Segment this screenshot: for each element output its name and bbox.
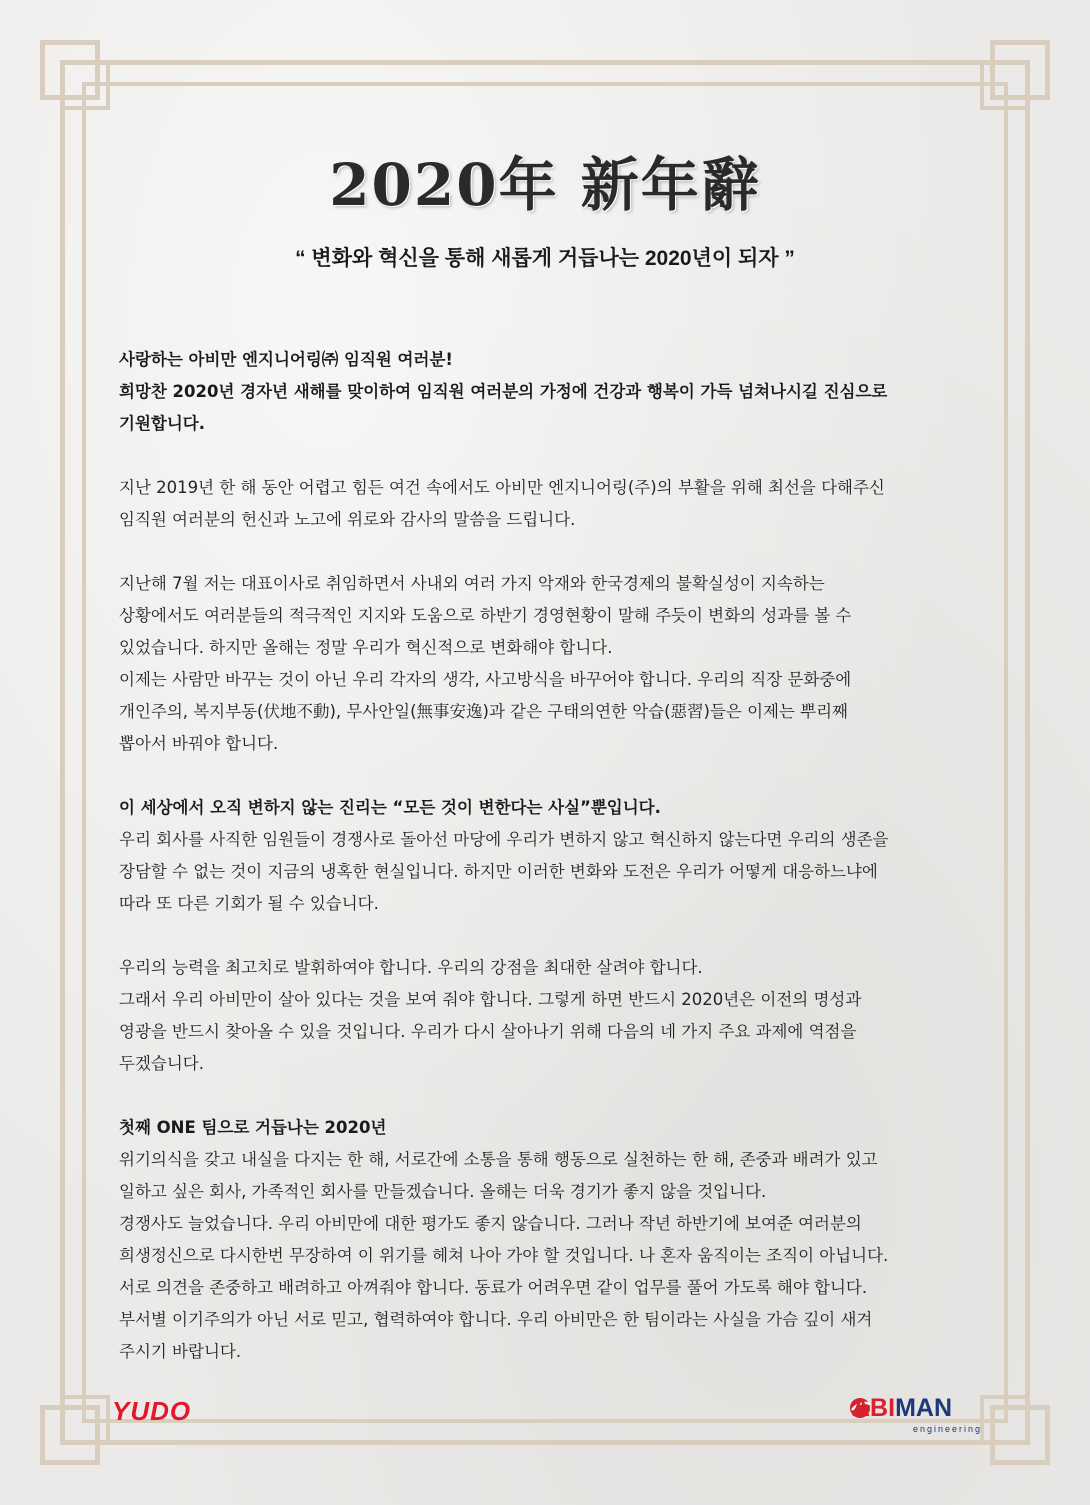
paragraph-heading: 첫째 ONE 팀으로 거듭나는 2020년 xyxy=(119,1118,387,1137)
text-line: 경쟁사도 늘었습니다. 우리 아비만에 대한 평가도 좋지 않습니다. 그러나 작년 하반기에 보여준 여러분의 xyxy=(119,1214,862,1233)
paragraph-one-team xyxy=(119,1112,979,1368)
paragraph-thanks xyxy=(119,472,979,536)
text-line: 상황에서도 여러분들의 적극적인 지지와 도움으로 하반기 경영현황이 말해 주듯이 변화의 성과를 볼 수 xyxy=(119,606,852,625)
text-line: 그래서 우리 아비만이 살아 있다는 것을 보여 줘야 합니다. 그렇게 하면 반드시 2020년은 이전의 명성과 xyxy=(119,990,862,1009)
document-title: 2020年 新年辭 xyxy=(329,151,761,219)
text-line: 사랑하는 아비만 엔지니어링㈜ 임직원 여러분! xyxy=(119,350,453,369)
text-line: 영광을 반드시 찾아올 수 있을 것입니다. 우리가 다시 살아나기 위해 다음의 네 가지 주요 과제에 역점을 xyxy=(119,1022,857,1041)
text-line: 위기의식을 갖고 내실을 다지는 한 해, 서로간에 소통을 통해 행동으로 실천하는 한 해, 존중과 배려가 있고 xyxy=(119,1150,878,1169)
abiman-logo-suffix: MAN xyxy=(895,1394,952,1422)
text-line: 지난해 7월 저는 대표이사로 취임하면서 사내외 여러 가지 악재와 한국경제의 불확실성이 지속하는 xyxy=(119,574,825,593)
text-line: 기원합니다. xyxy=(119,414,205,433)
text-line: 지난 2019년 한 해 동안 어렵고 힘든 여건 속에서도 아비만 엔지니어링(주)의 부활을 위해 최선을 다해주신 xyxy=(119,478,885,497)
frame-corner-bottom-right xyxy=(980,1395,1050,1465)
paragraph-heading: 이 세상에서 오직 변하지 않는 진리는 “모든 것이 변한다는 사실”뿐입니다. xyxy=(119,798,661,817)
text-line: 우리의 능력을 최고치로 발휘하여야 합니다. 우리의 강점을 최대한 살려야 합니다. xyxy=(119,958,703,977)
document-subtitle: “ 변화와 혁신을 통해 새롭게 거듭나는 2020년이 되자 ” xyxy=(295,247,795,270)
text-line: 있었습니다. 하지만 올해는 정말 우리가 혁신적으로 변화해야 합니다. xyxy=(119,638,613,657)
text-line: 개인주의, 복지부동(伏地不動), 무사안일(無事安逸)과 같은 구태의연한 악습(惡習)들은 이제는 뿌리째 xyxy=(119,702,848,721)
frame-corner-bottom-left xyxy=(40,1395,110,1465)
paragraph-ability xyxy=(119,952,979,1080)
text-line: 부서별 이기주의가 아닌 서로 믿고, 협력하여야 합니다. 우리 아비만은 한 팀이라는 사실을 가슴 깊이 새겨 xyxy=(119,1310,873,1329)
text-line: 우리 회사를 사직한 임원들이 경쟁사로 돌아선 마당에 우리가 변하지 않고 혁신하지 않는다면 우리의 생존을 xyxy=(119,830,889,849)
text-line: 따라 또 다른 기회가 될 수 있습니다. xyxy=(119,894,379,913)
text-line: 희생정신으로 다시한번 무장하여 이 위기를 헤쳐 나아 가야 할 것입니다. 나 혼자 움직이는 조직이 아닙니다. xyxy=(119,1246,889,1265)
yudo-logo: YUDO xyxy=(112,1396,192,1426)
abiman-logo-prefix: ABI xyxy=(852,1394,896,1422)
text-line: 임직원 여러분의 헌신과 노고에 위로와 감사의 말씀을 드립니다. xyxy=(119,510,576,529)
paragraph-last-year xyxy=(119,568,979,760)
paragraph-change xyxy=(119,792,979,920)
letter-body xyxy=(119,344,979,1368)
abiman-logo xyxy=(848,1394,988,1440)
text-line: 희망찬 2020년 경자년 새해를 맞이하여 임직원 여러분의 가정에 건강과 행복이 가득 넘쳐나시길 진심으로 xyxy=(119,382,888,401)
text-line: 일하고 싶은 회사, 가족적인 회사를 만들겠습니다. 올해는 더욱 경기가 좋지 않을 것입니다. xyxy=(119,1182,767,1201)
text-line: 주시기 바랍니다. xyxy=(119,1342,242,1361)
paragraph-greeting xyxy=(119,344,979,440)
frame-corner-top-right xyxy=(980,40,1050,110)
text-line: 두겠습니다. xyxy=(119,1054,204,1073)
text-line: 뽑아서 바꿔야 합니다. xyxy=(119,734,279,753)
text-line: 이제는 사람만 바꾸는 것이 아닌 우리 각자의 생각, 사고방식을 바꾸어야 합니다. 우리의 직장 문화중에 xyxy=(119,670,852,689)
text-line: 장담할 수 없는 것이 지금의 냉혹한 현실입니다. 하지만 이러한 변화와 도전은 우리가 어떻게 대응하느냐에 xyxy=(119,862,878,881)
text-line: 서로 의견을 존중하고 배려하고 아껴줘야 합니다. 동료가 어려우면 같이 업무를 풀어 가도록 해야 합니다. xyxy=(119,1278,868,1297)
abiman-logo-sub: engineering xyxy=(912,1424,982,1434)
frame-corner-top-left xyxy=(40,40,110,110)
